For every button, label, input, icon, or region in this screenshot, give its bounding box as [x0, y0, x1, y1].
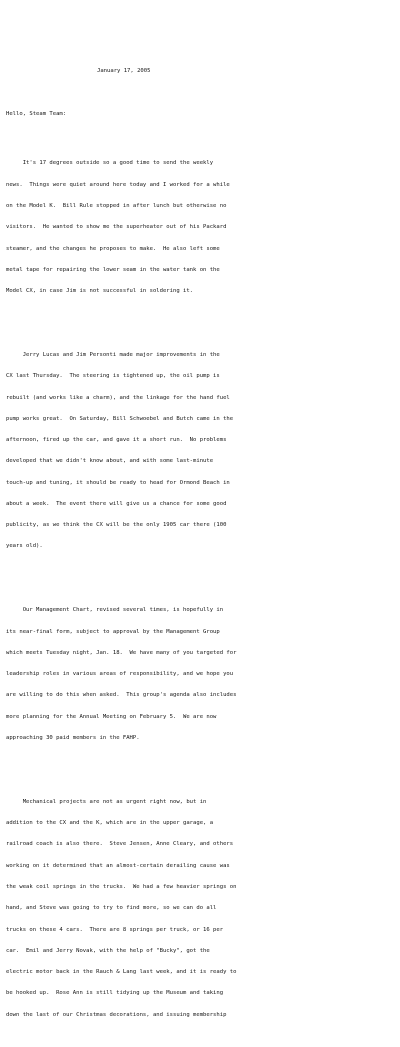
text-line: pump works great. On Saturday, Bill Schwoebel and Butch came in the: [6, 415, 234, 422]
text-line: down the last of our Christmas decorations, and issuing membership: [6, 1011, 227, 1018]
text-line: afternoon, fired up the car, and gave it a short run. No problems: [6, 437, 227, 444]
text-line: be hooked up. Rose Ann is still tidying up the Museum and taking: [6, 990, 224, 997]
letter-date: January 17, 2005: [97, 68, 151, 75]
text-line: on the Model K. Bill Rule stopped in after lunch but otherwise no: [6, 202, 227, 209]
text-line: railroad coach is also there. Steve Jensen, Anne Cleary, and others: [6, 841, 234, 848]
text-line: electric motor back in the Rauch & Lang last week, and it is ready to: [6, 969, 237, 976]
text-line: approaching 30 paid members in the FAHP.: [6, 735, 140, 741]
text-line: Our Management Chart, revised several times, is hopefully in: [6, 607, 224, 614]
text-line: publicity, as we think the CX will be the only 1905 car there (100: [6, 522, 227, 529]
text-line: CX last Thursday. The steering is tightened up, the oil pump is: [6, 373, 220, 380]
text-line: news. Things were quiet around here today and I worked for a while: [6, 181, 230, 188]
text-line: metal tape for repairing the lower seam in the water tank on the: [6, 266, 220, 273]
text-line: are willing to do this when asked. This group's agenda also includes: [6, 692, 237, 699]
text-line: visitors. He wanted to show me the superheater out of his Packard: [6, 224, 227, 231]
text-line: It's 17 degrees outside so a good time to send the weekly: [6, 160, 214, 167]
text-line: which meets Tuesday night, Jan. 18. We have many of you targeted for: [6, 649, 237, 656]
blank-line: [6, 89, 396, 96]
text-line: Mechanical projects are not as urgent right now, but in: [6, 798, 207, 805]
salutation: Hello, Steam Team:: [6, 110, 67, 117]
text-line: addition to the CX and the K, which are in the upper garage, a: [6, 820, 214, 827]
paragraph-2: [6, 338, 396, 565]
text-line: years old).: [6, 543, 43, 550]
paragraph-3: [6, 593, 396, 756]
text-line: the weak coil springs in the trucks. We had a few heavier springs on: [6, 883, 237, 890]
text-line: developed that we didn't know about, and with some last-minute: [6, 458, 214, 465]
paragraph-1: [6, 146, 396, 309]
text-line: leadership roles in various areas of responsibility, and we hope you: [6, 671, 234, 678]
text-line: Jerry Lucas and Jim Personti made major improvements in the: [6, 351, 220, 358]
text-line: about a week. The event there will give us a chance for some good: [6, 500, 227, 507]
text-line: touch-up and tuning, it should be ready to head for Ormond Beach in: [6, 479, 230, 486]
text-line: its near-final form, subject to approval by the Management Group: [6, 628, 220, 635]
text-line: working on it determined that an almost-certain derailing cause was: [6, 862, 230, 869]
text-line: rebuilt (and works like a charm), and the linkage for the hand fuel: [6, 394, 230, 401]
letter-body: [6, 54, 396, 1047]
paragraph-4: [6, 785, 396, 1033]
text-line: Model CX, in case Jim is not successful in soldering it.: [6, 288, 194, 295]
text-line: steamer, and the changes he proposes to make. He also left some: [6, 245, 220, 252]
text-line: car. Emil and Jerry Novak, with the help of "Bucky", got the: [6, 947, 210, 954]
text-line: hand, and Steve was going to try to find more, so we can do all: [6, 905, 217, 912]
text-line: trucks on these 4 cars. There are 8 springs per truck, or 16 per: [6, 926, 224, 933]
text-line: more planning for the Annual Meeting on February 5. We are now: [6, 713, 217, 720]
